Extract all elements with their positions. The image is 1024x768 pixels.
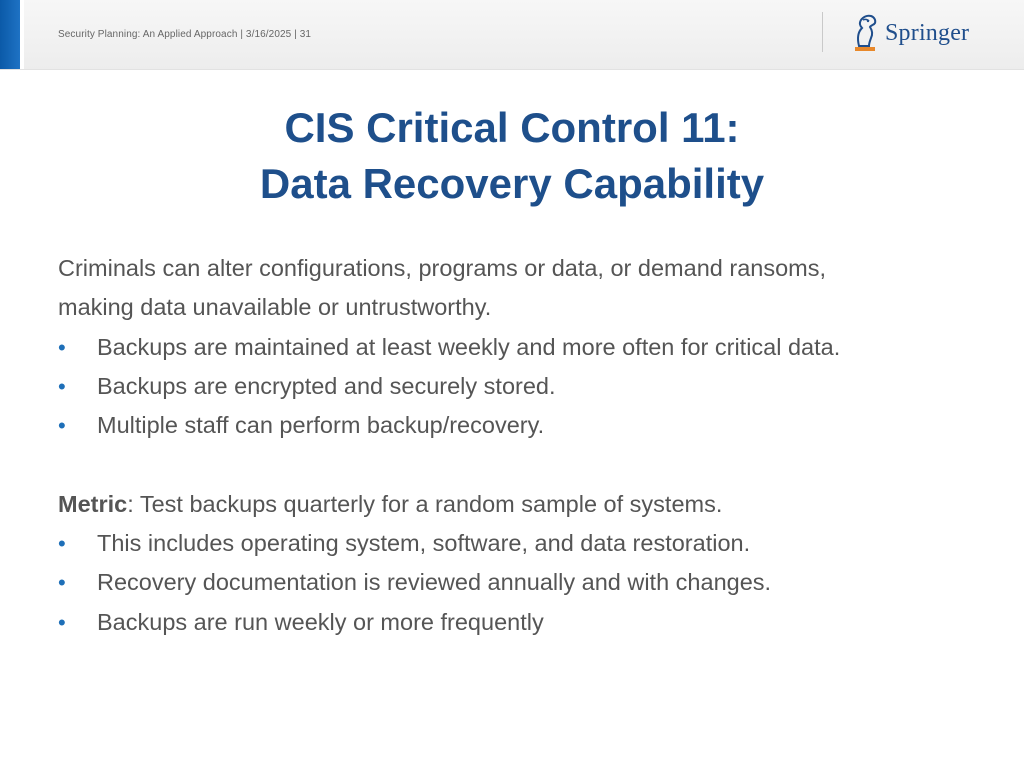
list-item-text: Recovery documentation is reviewed annually and with changes. bbox=[97, 569, 772, 596]
list-item bbox=[58, 563, 998, 602]
list-item bbox=[58, 524, 998, 563]
bullet-icon: • bbox=[58, 373, 66, 399]
header-accent-bar bbox=[0, 0, 20, 69]
header-footer-text: Security Planning: An Applied Approach | 3/16/2025 | 31 bbox=[58, 29, 312, 40]
title-line-1: CIS Critical Control 11: bbox=[284, 104, 740, 151]
list-item bbox=[58, 328, 998, 367]
intro-line-2: making data unavailable or untrustworthy. bbox=[58, 294, 492, 321]
bullet-icon: • bbox=[58, 413, 66, 439]
list-item-text: Backups are maintained at least weekly and more often for critical data. bbox=[97, 333, 841, 360]
header-divider bbox=[822, 12, 823, 52]
list-item bbox=[58, 603, 998, 642]
header-accent-gap bbox=[20, 0, 24, 69]
bullet-icon: • bbox=[58, 531, 66, 557]
bullet-icon: • bbox=[58, 609, 66, 635]
slide-body bbox=[58, 249, 998, 642]
metric-text: : Test backups quarterly for a random sample of systems. bbox=[127, 490, 723, 517]
springer-logo bbox=[849, 12, 979, 54]
list-item bbox=[58, 406, 998, 445]
metric-line bbox=[58, 485, 998, 524]
list-item-text: Backups are encrypted and securely stored. bbox=[97, 372, 556, 399]
springer-logo-text: Springer bbox=[885, 20, 970, 46]
metric-label: Metric bbox=[58, 490, 128, 517]
bullet-icon: • bbox=[58, 570, 66, 596]
list-item bbox=[58, 367, 998, 406]
slide-header bbox=[0, 0, 1024, 70]
intro-line-1: Criminals can alter configurations, programs or data, or demand ransoms, bbox=[58, 255, 827, 281]
slide-title bbox=[0, 100, 1024, 212]
bullet-icon: • bbox=[58, 334, 66, 360]
paragraph-spacer bbox=[58, 445, 998, 484]
title-line-2: Data Recovery Capability bbox=[259, 160, 765, 207]
list-item-text: Multiple staff can perform backup/recovery. bbox=[97, 412, 545, 439]
springer-horse-icon bbox=[849, 12, 881, 52]
list-item-text: Backups are run weekly or more frequently bbox=[97, 608, 544, 635]
list-item-text: This includes operating system, software, and data restoration. bbox=[97, 530, 751, 557]
